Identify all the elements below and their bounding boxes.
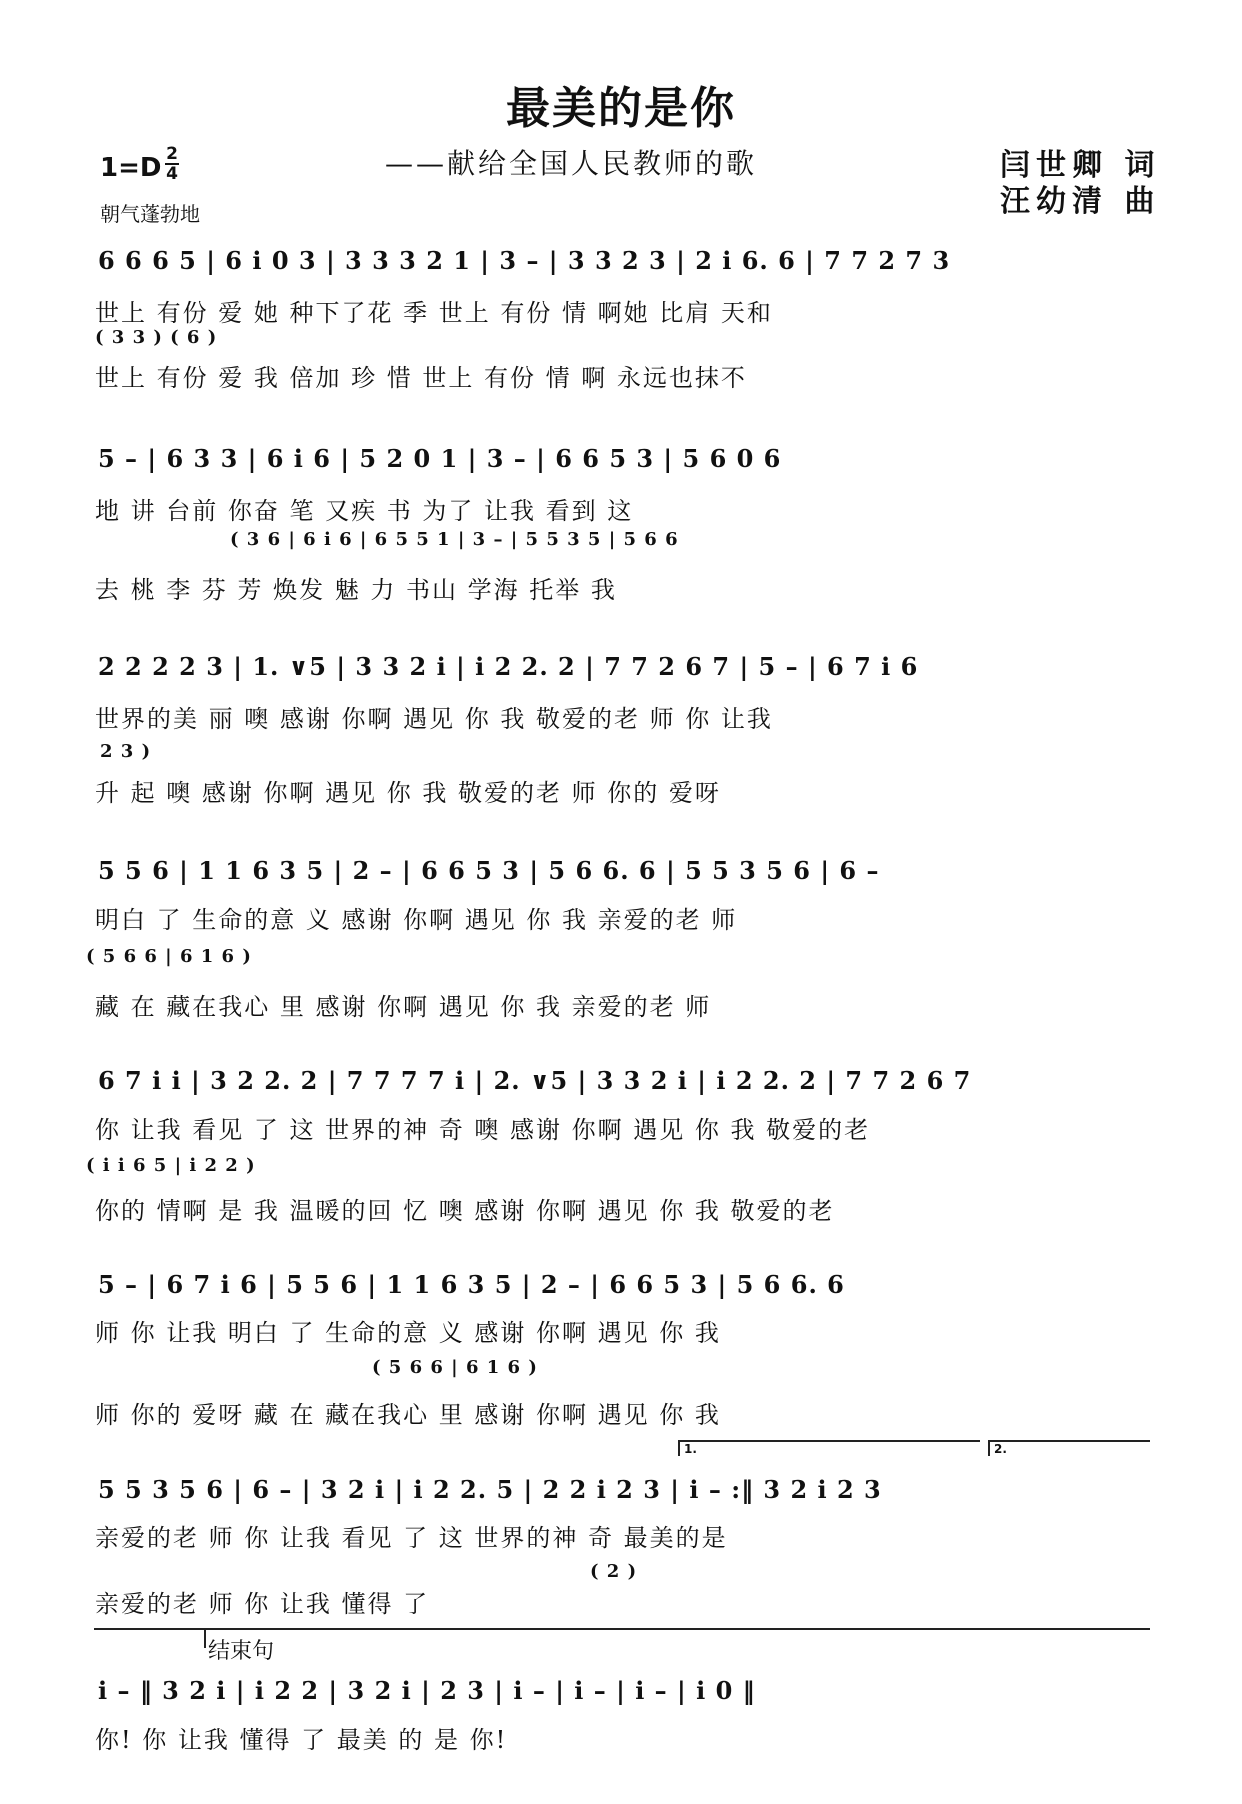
alt-notation-line: ( 3 6 | 6 i 6 | 6 5 5 1 | 3 – | 5 5 3 5 | 5 6 6 xyxy=(230,529,679,550)
notation-line: 5 5 3 5 6 | 6 – | 3 2 i | i 2 2. 5 | 2 2 i 2 3 | i – :‖ 3 2 i 2 3 xyxy=(98,1475,882,1504)
notation-line: 6 6 6 5 | 6 i 0 3 | 3 3 3 2 1 | 3 – | 3 3 2 3 | 2 i 6. 6 | 7 7 2 7 3 xyxy=(98,246,951,275)
lyric-line: 你 让我 看见 了 这 世界的神 奇 噢 感谢 你啊 遇见 你 我 敬爱的老 xyxy=(95,1116,871,1144)
song-title: 最美的是你 xyxy=(506,83,736,134)
alt-notation-line: ( 3 3 ) ( 6 ) xyxy=(95,327,218,348)
song-subtitle: ——献给全国人民教师的歌 xyxy=(385,147,758,180)
alt-notation-line: ( 5 6 6 | 6 1 6 ) xyxy=(372,1357,538,1378)
ending-label: 结束句 xyxy=(208,1639,275,1664)
key-signature: 1=D xyxy=(100,153,162,183)
alt-notation-line: 2 3 ) xyxy=(100,741,152,762)
lyric-line: 藏 在 藏在我心 里 感谢 你啊 遇见 你 我 亲爱的老 师 xyxy=(95,993,712,1021)
first-ending-label: 1. xyxy=(684,1442,697,1456)
lyric-line: 明白 了 生命的意 义 感谢 你啊 遇见 你 我 亲爱的老 师 xyxy=(95,906,738,934)
first-ending-bracket xyxy=(678,1440,980,1456)
alt-notation-line: ( i i 6 5 | i 2 2 ) xyxy=(86,1155,256,1176)
composer-credit: 汪幼清 曲 xyxy=(1000,184,1161,219)
lyric-line: 世上 有份 爱 我 倍加 珍 惜 世上 有份 情 啊 永远也抹不 xyxy=(95,364,747,392)
lyric-line: 世上 有份 爱 她 种下了花 季 世上 有份 情 啊她 比肩 天和 xyxy=(95,299,773,327)
notation-line: 5 5 6 | 1 1 6 3 5 | 2 – | 6 6 5 3 | 5 6 6. 6 | 5 5 3 5 6 | 6 – xyxy=(98,856,880,885)
second-ending-bracket xyxy=(988,1440,1150,1456)
lyric-line: 亲爱的老 师 你 让我 看见 了 这 世界的神 奇 最美的是 xyxy=(95,1524,728,1552)
alt-notation-line: ( 5 6 6 | 6 1 6 ) xyxy=(86,946,252,967)
lyric-line: 你! 你 让我 懂得 了 最美 的 是 你! xyxy=(95,1726,508,1754)
notation-line: i – ‖ 3 2 i | i 2 2 | 3 2 i | 2 3 | i – | i – | i – | i 0 ‖ xyxy=(98,1676,756,1705)
notation-line: 2 2 2 2 3 | 1. ∨5 | 3 3 2 i | i 2 2. 2 | 7 7 2 6 7 | 5 – | 6 7 i 6 xyxy=(98,652,919,681)
lyric-line: 你的 情啊 是 我 温暖的回 忆 噢 感谢 你啊 遇见 你 我 敬爱的老 xyxy=(95,1197,835,1225)
ending-bracket xyxy=(204,1628,1150,1630)
lyric-line: 世界的美 丽 噢 感谢 你啊 遇见 你 我 敬爱的老 师 你 让我 xyxy=(95,705,773,733)
meter-top: 2 xyxy=(166,144,178,164)
lyricist-credit: 闫世卿 词 xyxy=(1000,148,1161,183)
second-ending-label: 2. xyxy=(994,1442,1007,1456)
lyric-line: 亲爱的老 师 你 让我 懂得 了 xyxy=(95,1590,430,1618)
notation-line: 5 – | 6 7 i 6 | 5 5 6 | 1 1 6 3 5 | 2 – | 6 6 5 3 | 5 6 6. 6 xyxy=(98,1270,845,1299)
lyric-line: 升 起 噢 感谢 你啊 遇见 你 我 敬爱的老 师 你的 爱呀 xyxy=(95,779,721,807)
lyric-line: 地 讲 台前 你奋 笔 又疾 书 为了 让我 看到 这 xyxy=(95,497,634,525)
alt-notation-line: ( 2 ) xyxy=(590,1561,638,1582)
lyric-line: 去 桃 李 芬 芳 焕发 魅 力 书山 学海 托举 我 xyxy=(95,576,617,604)
ending-bracket-tick xyxy=(204,1628,206,1648)
meter-bottom: 4 xyxy=(166,164,178,184)
notation-line: 5 – | 6 3 3 | 6 i 6 | 5 2 0 1 | 3 – | 6 6 5 3 | 5 6 0 6 xyxy=(98,444,782,473)
staff-rule xyxy=(94,1628,204,1630)
tempo-marking: 朝气蓬勃地 xyxy=(100,202,200,226)
lyric-line: 师 你的 爱呀 藏 在 藏在我心 里 感谢 你啊 遇见 你 我 xyxy=(95,1401,721,1429)
time-signature xyxy=(165,145,179,183)
notation-line: 6 7 i i | 3 2 2. 2 | 7 7 7 7 i | 2. ∨5 | 3 3 2 i | i 2 2. 2 | 7 7 2 6 7 xyxy=(98,1066,972,1095)
lyric-line: 师 你 让我 明白 了 生命的意 义 感谢 你啊 遇见 你 我 xyxy=(95,1319,721,1347)
